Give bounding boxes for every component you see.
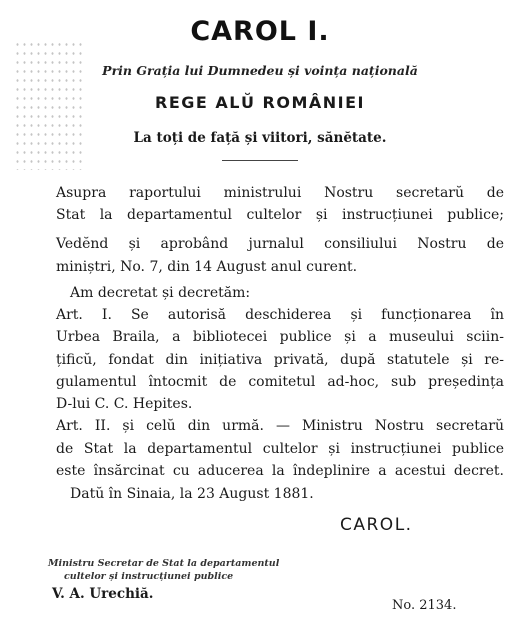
body-line-8: țificŭ, fondat din inițiativa privată, după statutele și re- xyxy=(56,352,504,368)
body-line-11: Art. II. și celŭ din urmă. — Ministru Nostru secretarŭ xyxy=(56,418,504,434)
header-divider xyxy=(222,160,298,161)
minister-line-2: cultelor și instrucțiunei publice xyxy=(64,571,234,582)
signature-carol: CAROL. xyxy=(340,515,413,535)
body-line-6: Art. I. Se autorisă deschiderea și funcționarea în xyxy=(56,307,504,323)
grace-line: Prin Grația lui Dumnedeu și voința națională xyxy=(102,63,418,78)
body-line-9: gulamentul întocmit de comitetul ad-hoc, sub președința xyxy=(56,374,504,390)
body-line-13: este însărcinat cu aducerea la îndeplinire a acestui decret. xyxy=(56,463,504,479)
body-line-12: de Stat la departamentul cultelor și instrucțiunei publice xyxy=(56,441,504,457)
decree-number: No. 2134. xyxy=(392,598,457,613)
body-line-14: Datŭ în Sinaia, la 23 August 1881. xyxy=(70,486,314,502)
body-line-3: Vedĕnd și aprobând jurnalul consiliului Nostru de xyxy=(56,236,504,252)
body-line-7: Urbea Braila, a bibliotecei publice și a museului sciin- xyxy=(56,329,504,345)
body-line-2: Stat la departamentul cultelor și instrucțiunei publice; xyxy=(56,207,504,223)
king-title: CAROL I. xyxy=(190,16,330,47)
greeting-line: La toți de față și viitori, sănĕtate. xyxy=(133,130,387,146)
king-of-romania-line: REGE ALŬ ROMÂNIEI xyxy=(155,93,365,112)
body-line-4: miniștri, No. 7, din 14 August anul curent. xyxy=(56,259,358,275)
body-line-5: Am decretat și decretăm: xyxy=(70,285,251,301)
body-line-10: D-lui C. C. Hepites. xyxy=(56,396,193,412)
minister-line-1: Ministru Secretar de Stat la departamentul xyxy=(48,558,280,569)
body-line-1: Asupra raportului ministrului Nostru secretarŭ de xyxy=(56,185,504,201)
minister-name: V. A. Urechiă. xyxy=(52,586,154,602)
